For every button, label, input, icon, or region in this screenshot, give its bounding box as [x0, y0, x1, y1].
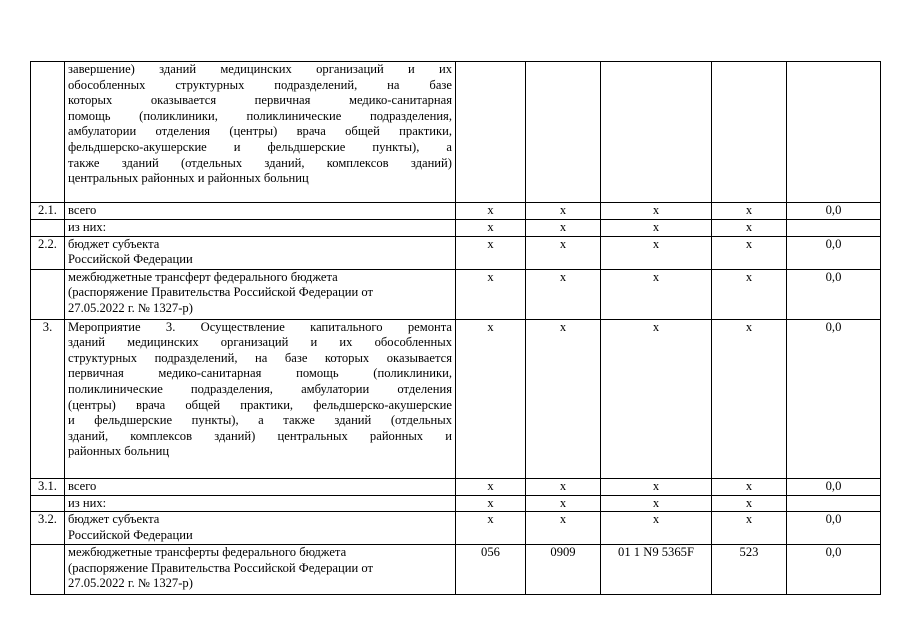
description-line: Российской Федерации: [68, 527, 193, 542]
code-cell: х: [456, 220, 526, 237]
description-line: (распоряжение Правительства Российской Федерации от: [68, 285, 374, 300]
code-cell: х: [526, 319, 601, 478]
code-cell: х: [526, 495, 601, 512]
description-line: Мероприятие 3. Осуществление капитального ремонта: [68, 319, 452, 334]
amount-cell: 0,0: [787, 236, 881, 269]
code-cell: х: [456, 236, 526, 269]
table-row: [31, 62, 881, 203]
code-cell: х: [526, 478, 601, 495]
table-row: [31, 220, 881, 237]
table-row: [31, 236, 881, 269]
description-cell: [65, 512, 456, 545]
code-cell: [456, 62, 526, 203]
table-row: [31, 319, 881, 478]
code-cell: х: [526, 512, 601, 545]
code-cell: х: [712, 319, 787, 478]
code-cell: х: [712, 220, 787, 237]
description-line: (распоряжение Правительства Российской Федерации от: [68, 560, 374, 575]
code-cell: х: [601, 269, 712, 319]
amount-cell: 0,0: [787, 545, 881, 595]
description-cell: [65, 236, 456, 269]
description-cell: [65, 62, 456, 203]
code-cell: х: [712, 495, 787, 512]
table-row: [31, 269, 881, 319]
row-number-cell: [31, 495, 65, 512]
code-cell: [601, 62, 712, 203]
description-line: поликлинические подразделения, амбулатории отделения: [68, 381, 452, 396]
description-line: и фельдшерские пункты), а также зданий (отдельных: [68, 413, 452, 428]
code-cell: х: [601, 236, 712, 269]
description-line: районных больниц: [68, 444, 170, 459]
code-cell: х: [712, 203, 787, 220]
code-cell: [526, 62, 601, 203]
description-line: бюджет субъекта: [68, 236, 160, 251]
table-row: [31, 512, 881, 545]
amount-cell: 0,0: [787, 269, 881, 319]
amount-cell: [787, 220, 881, 237]
code-cell: х: [456, 512, 526, 545]
description-cell: [65, 203, 456, 220]
code-cell: [712, 62, 787, 203]
description-line: 27.05.2022 г. № 1327-р): [68, 300, 193, 315]
description-line: зданий медицинских организаций и их обособленных: [68, 335, 452, 350]
description-line: Российской Федерации: [68, 252, 193, 267]
row-number-cell: 2.1.: [31, 203, 65, 220]
code-cell: х: [456, 495, 526, 512]
code-cell: х: [601, 512, 712, 545]
code-cell: х: [456, 319, 526, 478]
table-body: [31, 62, 881, 595]
description-cell: [65, 478, 456, 495]
code-cell: х: [601, 478, 712, 495]
description-line: из них:: [68, 220, 107, 234]
amount-cell: 0,0: [787, 512, 881, 545]
code-cell: 0909: [526, 545, 601, 595]
description-line: первичная медико-санитарная помощь (поликлиники,: [68, 366, 452, 381]
description-line: из них:: [68, 495, 107, 510]
row-number-cell: [31, 220, 65, 237]
description-line: завершение) зданий медицинских организаций и их: [68, 62, 452, 76]
code-cell: х: [601, 220, 712, 237]
description-line: амбулатории отделения (центры) врача общей практики,: [68, 124, 452, 139]
table-row: [31, 203, 881, 220]
description-line: структурных подразделений, на базе которых оказывается: [68, 350, 452, 365]
row-number-cell: 3.: [31, 319, 65, 478]
code-cell: х: [601, 495, 712, 512]
row-number-cell: 3.1.: [31, 478, 65, 495]
code-cell: х: [712, 478, 787, 495]
row-number-cell: [31, 269, 65, 319]
description-line: всего: [68, 203, 97, 217]
description-cell: [65, 545, 456, 595]
description-line: зданий, комплексов зданий) центральных районных и: [68, 428, 452, 443]
code-cell: х: [712, 236, 787, 269]
row-number-cell: 3.2.: [31, 512, 65, 545]
code-cell: х: [456, 478, 526, 495]
table-row: [31, 545, 881, 595]
description-cell: [65, 269, 456, 319]
description-line: 27.05.2022 г. № 1327-р): [68, 576, 193, 591]
table-row: [31, 478, 881, 495]
description-line: (центры) врача общей практики, фельдшерско-акушерские: [68, 397, 452, 412]
amount-cell: 0,0: [787, 203, 881, 220]
description-line: межбюджетные трансферты федерального бюджета: [68, 545, 347, 560]
amount-cell: [787, 495, 881, 512]
description-line: межбюджетные трансферт федерального бюджета: [68, 269, 338, 284]
amount-cell: 0,0: [787, 319, 881, 478]
description-line: всего: [68, 478, 97, 493]
code-cell: х: [456, 203, 526, 220]
description-line: фельдшерско-акушерские и фельдшерские пункты), а: [68, 139, 452, 154]
description-cell: [65, 319, 456, 478]
code-cell: 056: [456, 545, 526, 595]
description-line: помощь (поликлиники, поликлинические подразделения,: [68, 108, 452, 123]
description-line: которых оказывается первичная медико-санитарная: [68, 93, 452, 108]
code-cell: х: [601, 203, 712, 220]
description-line: также зданий (отдельных зданий, комплексов зданий): [68, 155, 452, 170]
code-cell: х: [456, 269, 526, 319]
table-row: [31, 495, 881, 512]
amount-cell: 0,0: [787, 478, 881, 495]
amount-cell: [787, 62, 881, 203]
budget-table: [30, 61, 881, 595]
row-number-cell: 2.2.: [31, 236, 65, 269]
code-cell: х: [526, 236, 601, 269]
description-line: бюджет субъекта: [68, 512, 160, 527]
code-cell: 523: [712, 545, 787, 595]
description-line: центральных районных и районных больниц: [68, 171, 309, 186]
code-cell: х: [712, 269, 787, 319]
row-number-cell: [31, 545, 65, 595]
code-cell: х: [526, 269, 601, 319]
code-cell: х: [712, 512, 787, 545]
description-cell: [65, 220, 456, 237]
code-cell: х: [601, 319, 712, 478]
description-cell: [65, 495, 456, 512]
code-cell: х: [526, 203, 601, 220]
code-cell: х: [526, 220, 601, 237]
row-number-cell: [31, 62, 65, 203]
code-cell: 01 1 N9 5365F: [601, 545, 712, 595]
description-line: обособленных структурных подразделений, на базе: [68, 77, 452, 92]
